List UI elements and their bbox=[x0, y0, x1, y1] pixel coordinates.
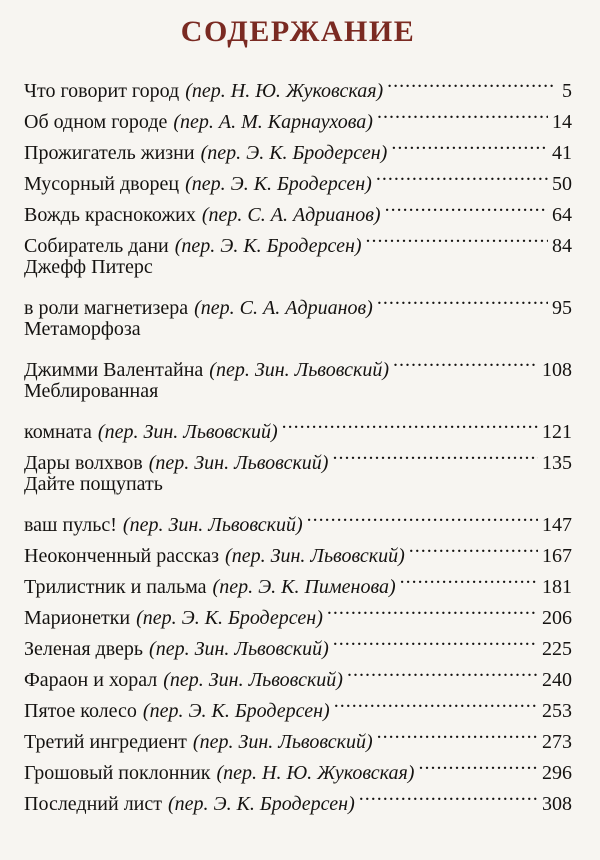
dot-leader bbox=[391, 128, 548, 159]
entry-translator: (пер. Н. Ю. Жуковская) bbox=[216, 762, 415, 784]
entry-title-line1: Меблированная bbox=[24, 380, 159, 402]
entry-title: Зеленая дверь bbox=[24, 638, 144, 660]
entry-translator: (пер. Э. К. Бродерсен) bbox=[168, 793, 355, 815]
dot-leader bbox=[400, 562, 538, 593]
entry-translator: (пер. А. М. Карнаухова) bbox=[173, 111, 373, 133]
toc-entry bbox=[24, 283, 572, 319]
entry-translator: (пер. Зин. Львовский) bbox=[163, 669, 343, 691]
entry-title: Джимми Валентайна bbox=[24, 359, 204, 381]
entry-translator: (пер. Э. К. Бродерсен) bbox=[174, 235, 362, 257]
entry-translator: (пер. Зин. Львовский) bbox=[122, 514, 303, 536]
entry-page: 84 bbox=[552, 235, 572, 257]
entry-title: Прожигатель жизни bbox=[24, 142, 195, 164]
entry-page: 41 bbox=[552, 142, 572, 164]
entry-title: Неоконченный рассказ bbox=[24, 545, 220, 567]
dot-leader bbox=[418, 748, 538, 779]
dot-leader bbox=[377, 283, 548, 314]
toc-entry bbox=[24, 500, 572, 536]
entry-translator: (пер. Э. К. Бродерсен) bbox=[136, 607, 323, 629]
entry-translator: (пер. Э. К. Бродерсен) bbox=[185, 173, 372, 195]
entry-title: Грошовый поклонник bbox=[24, 762, 211, 784]
dot-leader bbox=[282, 407, 538, 438]
entry-translator: (пер. С. А. Адрианов) bbox=[201, 204, 381, 226]
entry-title: Мусорный дворец bbox=[24, 173, 180, 195]
entry-title: Трилистник и пальма bbox=[24, 576, 207, 598]
entry-page: 14 bbox=[552, 111, 572, 133]
entry-page: 273 bbox=[542, 731, 572, 753]
page-title: СОДЕРЖАНИЕ bbox=[180, 15, 416, 48]
dot-leader bbox=[366, 221, 548, 252]
entry-title: Вождь краснокожих bbox=[24, 204, 196, 226]
entry-page: 181 bbox=[542, 576, 572, 598]
dot-leader bbox=[393, 345, 538, 376]
dot-leader bbox=[377, 717, 538, 748]
entry-page: 253 bbox=[542, 700, 572, 722]
dot-leader bbox=[332, 438, 538, 469]
dot-leader bbox=[333, 624, 538, 655]
entry-title: Дары волхвов bbox=[24, 452, 143, 474]
dot-leader bbox=[387, 66, 556, 97]
entry-title: Собиратель дани bbox=[24, 235, 169, 257]
entry-title: Последний лист bbox=[24, 793, 162, 815]
entry-title: ваш пульс! bbox=[24, 514, 117, 536]
entry-page: 121 bbox=[542, 421, 572, 443]
entry-title-line1: Джефф Питерс bbox=[24, 256, 153, 278]
entry-title-line1: Дайте пощупать bbox=[24, 473, 163, 495]
entry-title: комната bbox=[24, 421, 92, 443]
entry-translator: (пер. Зин. Львовский) bbox=[97, 421, 278, 443]
entry-translator: (пер. Зин. Львовский) bbox=[192, 731, 373, 753]
entry-page: 206 bbox=[542, 607, 572, 629]
table-of-contents bbox=[24, 66, 572, 815]
entry-page: 167 bbox=[542, 545, 572, 567]
entry-page: 147 bbox=[542, 514, 572, 536]
entry-translator: (пер. С. А. Адрианов) bbox=[194, 297, 373, 319]
entry-translator: (пер. Зин. Львовский) bbox=[148, 452, 329, 474]
entry-page: 95 bbox=[552, 297, 572, 319]
entry-translator: (пер. Зин. Львовский) bbox=[225, 545, 405, 567]
entry-page: 225 bbox=[542, 638, 572, 660]
dot-leader bbox=[376, 159, 548, 190]
dot-leader bbox=[377, 97, 548, 128]
toc-entry bbox=[24, 407, 572, 443]
entry-translator: (пер. Зин. Львовский) bbox=[209, 359, 390, 381]
entry-title: Об одном городе bbox=[24, 111, 168, 133]
entry-page: 50 bbox=[552, 173, 572, 195]
entry-title: в роли магнетизера bbox=[24, 297, 189, 319]
entry-page: 240 bbox=[542, 669, 572, 691]
entry-translator: (пер. Э. К. Бродерсен) bbox=[142, 700, 330, 722]
entry-translator: (пер. Зин. Львовский) bbox=[149, 638, 329, 660]
toc-entry bbox=[24, 66, 572, 102]
dot-leader bbox=[334, 686, 538, 717]
entry-title: Что говорит город bbox=[24, 80, 180, 102]
entry-page: 296 bbox=[542, 762, 572, 784]
dot-leader bbox=[307, 500, 538, 531]
entry-title: Третий ингредиент bbox=[24, 731, 187, 753]
entry-title: Марионетки bbox=[24, 607, 131, 629]
entry-translator: (пер. Э. К. Бродерсен) bbox=[200, 142, 388, 164]
entry-page: 135 bbox=[542, 452, 572, 474]
dot-leader bbox=[409, 531, 538, 562]
dot-leader bbox=[347, 655, 538, 686]
toc-entry bbox=[24, 345, 572, 381]
entry-page: 5 bbox=[562, 80, 572, 102]
entry-title: Фараон и хорал bbox=[24, 669, 158, 691]
entry-translator: (пер. Н. Ю. Жуковская) bbox=[185, 80, 384, 102]
dot-leader bbox=[327, 593, 538, 624]
entry-page: 64 bbox=[552, 204, 572, 226]
entry-translator: (пер. Э. К. Пименова) bbox=[212, 576, 396, 598]
dot-leader bbox=[385, 190, 548, 221]
entry-title-line1: Метаморфоза bbox=[24, 318, 141, 340]
dot-leader bbox=[359, 779, 538, 810]
entry-title: Пятое колесо bbox=[24, 700, 137, 722]
entry-page: 108 bbox=[542, 359, 572, 381]
entry-page: 308 bbox=[542, 793, 572, 815]
